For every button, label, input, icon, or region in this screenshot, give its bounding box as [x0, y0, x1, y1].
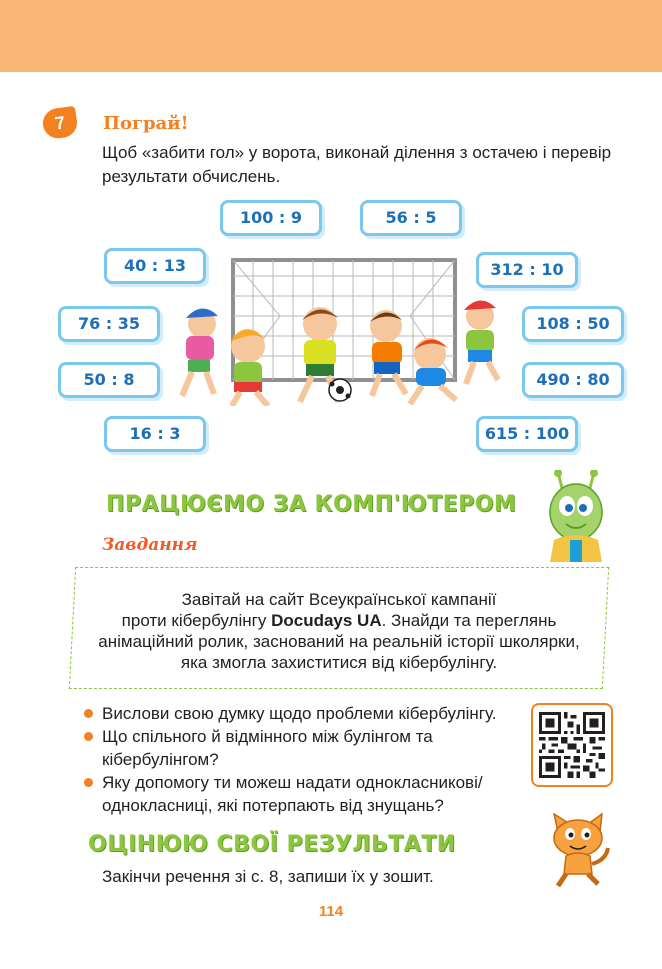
- expression-card: 56 : 5: [360, 200, 462, 236]
- results-section-title: ОЦІНЮЮ СВОЇ РЕЗУЛЬТАТИ: [88, 832, 456, 857]
- info-line: анімаційний ролик, заснований на реальній історії школярки,: [98, 632, 580, 651]
- task-subtitle: Завдання: [102, 535, 198, 555]
- bullet-icon: [84, 732, 93, 741]
- kid-figure: [370, 310, 406, 396]
- qr-code[interactable]: [531, 703, 613, 787]
- question-text: Яку допомогу ти можеш надати однокласникові/ однокласниці, які потерпають від знущань?: [102, 773, 483, 815]
- info-box-text: [78, 589, 600, 673]
- question-text: Що спільного й відмінного між булінгом та кібербулінгом?: [102, 727, 433, 769]
- question-text: Вислови свою думку щодо проблеми кібербулінгу.: [102, 704, 497, 723]
- soccer-ball-icon: [329, 379, 351, 401]
- expression-card: 490 : 80: [522, 362, 624, 398]
- computer-section-title: ПРАЦЮЄМО ЗА КОМП'ЮТЕРОМ: [106, 492, 517, 517]
- expression-card: 50 : 8: [58, 362, 160, 398]
- kid-figure: [230, 329, 268, 406]
- expression-card: 312 : 10: [476, 252, 578, 288]
- results-text: Закінчи речення зі с. 8, запиши їх у зошит.: [102, 867, 434, 886]
- bullet-icon: [84, 709, 93, 718]
- question-item: [82, 771, 522, 817]
- alien-mascot-icon: [540, 470, 612, 562]
- question-item: [82, 725, 522, 771]
- expression-card: 100 : 9: [220, 200, 322, 236]
- question-list: [82, 702, 522, 817]
- expression-card: 615 : 100: [476, 416, 578, 452]
- task-title: Пограй!: [103, 113, 189, 134]
- info-line: [78, 610, 600, 631]
- bullet-icon: [84, 778, 93, 787]
- top-band: [0, 0, 662, 72]
- task-text: Щоб «забити гол» у ворота, виконай ділення з остачею і перевір результати обчислень.: [102, 143, 612, 186]
- question-item: [82, 702, 522, 725]
- info-line-part: проти кібербулінгу: [121, 611, 272, 630]
- kid-figure: [182, 308, 218, 396]
- qr-code-icon: [539, 712, 605, 778]
- expression-card: 16 : 3: [104, 416, 206, 452]
- info-line: яка змогла захиститися від кібербулінгу.: [180, 653, 498, 672]
- expression-card: 108 : 50: [522, 306, 624, 342]
- task-number-badge: 7: [41, 106, 79, 140]
- info-line: Завітай на сайт Всеукраїнської кампанії: [181, 590, 497, 609]
- info-line-part: . Знайди та переглянь: [381, 611, 557, 630]
- page-number: 114: [318, 903, 344, 920]
- soccer-goal-illustration: [160, 256, 520, 406]
- expression-card: 76 : 35: [58, 306, 160, 342]
- brand-name: Docudays UA: [271, 611, 382, 630]
- kid-figure: [464, 300, 498, 384]
- expression-card: 40 : 13: [104, 248, 206, 284]
- scratch-cat-icon: [544, 810, 614, 888]
